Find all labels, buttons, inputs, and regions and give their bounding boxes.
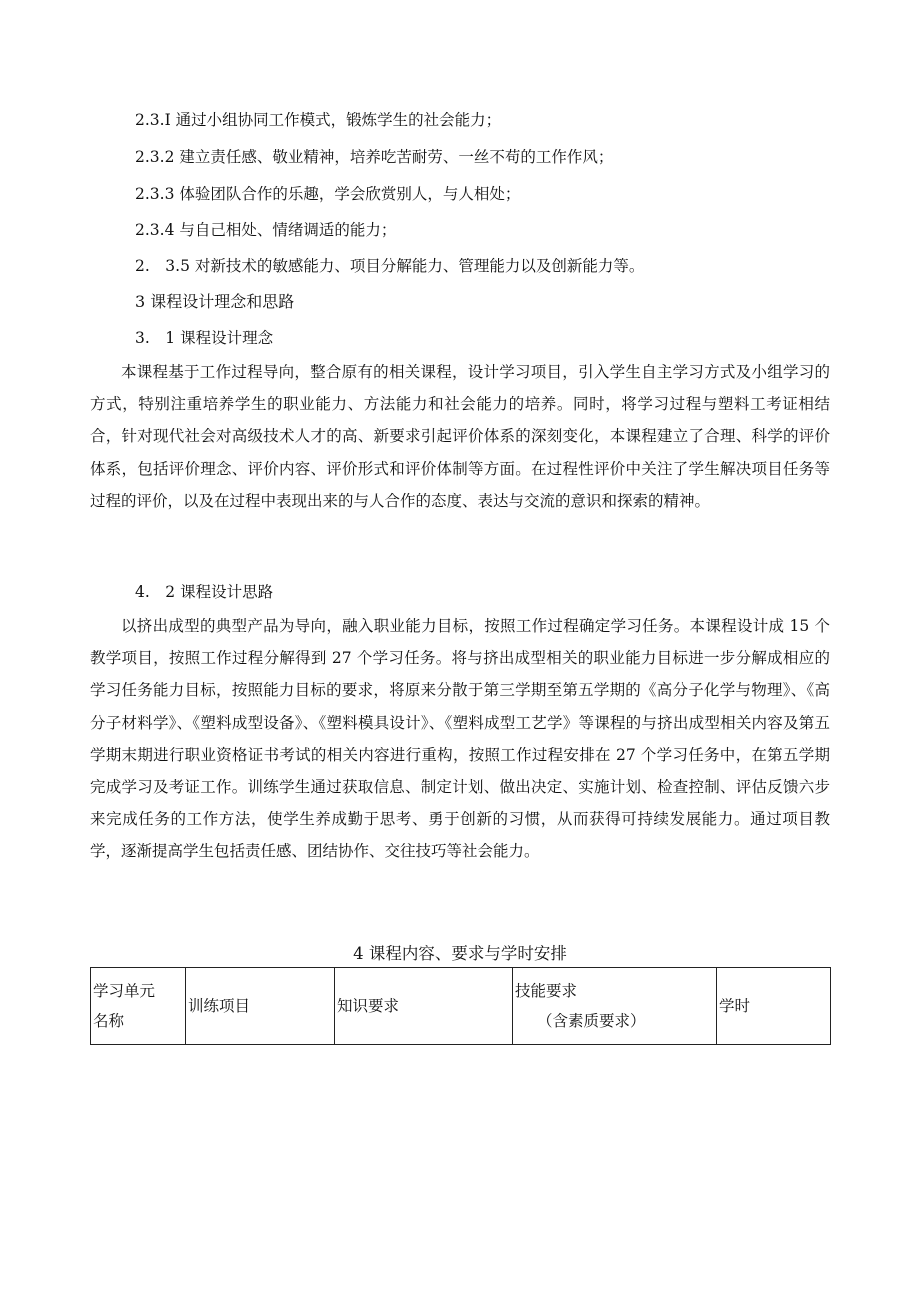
col-header-unit-line2: 名称	[93, 1012, 125, 1030]
list-item-2-3-2: 2.3.2 建立责任感、敬业精神，培养吃苦耐劳、一丝不苟的工作作风；	[135, 148, 614, 166]
course-table	[90, 967, 831, 1045]
col-header-skill-line2: （含素质要求）	[537, 1012, 646, 1030]
list-item-2-3-1: 2.3.I 通过小组协同工作模式，锻炼学生的社会能力；	[135, 111, 502, 129]
list-item-2-3-4: 2.3.4 与自己相处、情绪调适的能力；	[135, 221, 397, 239]
list-item-2-3-3: 2.3.3 体验团队合作的乐趣，学会欣赏别人，与人相处；	[135, 185, 521, 203]
col-header-knowledge: 知识要求	[335, 968, 513, 1045]
list-item-2-3-5: 2. 3.5 对新技术的敏感能力、项目分解能力、管理能力以及创新能力等。	[135, 257, 645, 275]
col-header-project: 训练项目	[186, 968, 335, 1045]
paragraph-design-concept: 本课程基于工作过程导向，整合原有的相关课程，设计学习项目，引入学生自主学习方式及小组学习的方式，特别注重培养学生的职业能力、方法能力和社会能力的培养。同时，将学习过程与塑料工考证相结合，针对现代社会对高级技术人才的高、新要求引起评价体系的深刻变化，本课程建立了合理、科学的评价体系，包括评价理念、评价内容、评价形式和评价体制等方面。在过程性评价中关注了学生解决项目任务等过程的评价，以及在过程中表现出来的与人合作的态度、表达与交流的意识和探索的精神。	[90, 363, 830, 510]
section-heading-3: 3 课程设计理念和思路	[135, 292, 295, 311]
col-header-hours: 学时	[717, 968, 831, 1045]
subsection-heading-4-2: 4. 2 课程设计思路	[135, 583, 274, 601]
table-title: 4 课程内容、要求与学时安排	[353, 944, 567, 963]
col-header-unit-line1: 学习单元	[93, 982, 156, 1000]
subsection-heading-3-1: 3. 1 课程设计理念	[135, 329, 274, 347]
col-header-skill	[513, 968, 717, 1045]
col-header-skill-line1: 技能要求	[515, 982, 578, 1000]
col-header-unit	[91, 968, 186, 1045]
paragraph-design-approach: 以挤出成型的典型产品为导向，融入职业能力目标，按照工作过程确定学习任务。本课程设计成 15 个教学项目，按照工作过程分解得到 27 个学习任务。将与挤出成型相关的职业能力目标进一步分解成相应的学习任务能力目标，按照能力目标的要求，将原来分散于第三学期至第五学期的《高分子化学与物理》、《高分子材料学》、《塑料成型设备》、《塑料模具设计》、《塑料成型工艺学》等课程的与挤出成型相关内容及第五学期末期进行职业资格证书考试的相关内容进行重构，按照工作过程安排在 27 个学习任务中，在第五学期完成学习及考证工作。训练学生通过获取信息、制定计划、做出决定、实施计划、检查控制、评估反馈六步来完成任务的工作方法，使学生养成勤于思考、勇于创新的习惯，从而获得可持续发展能力。通过项目教学，逐渐提高学生包括责任感、团结协作、交往技巧等社会能力。	[90, 617, 830, 861]
table-header-row	[91, 968, 831, 1045]
